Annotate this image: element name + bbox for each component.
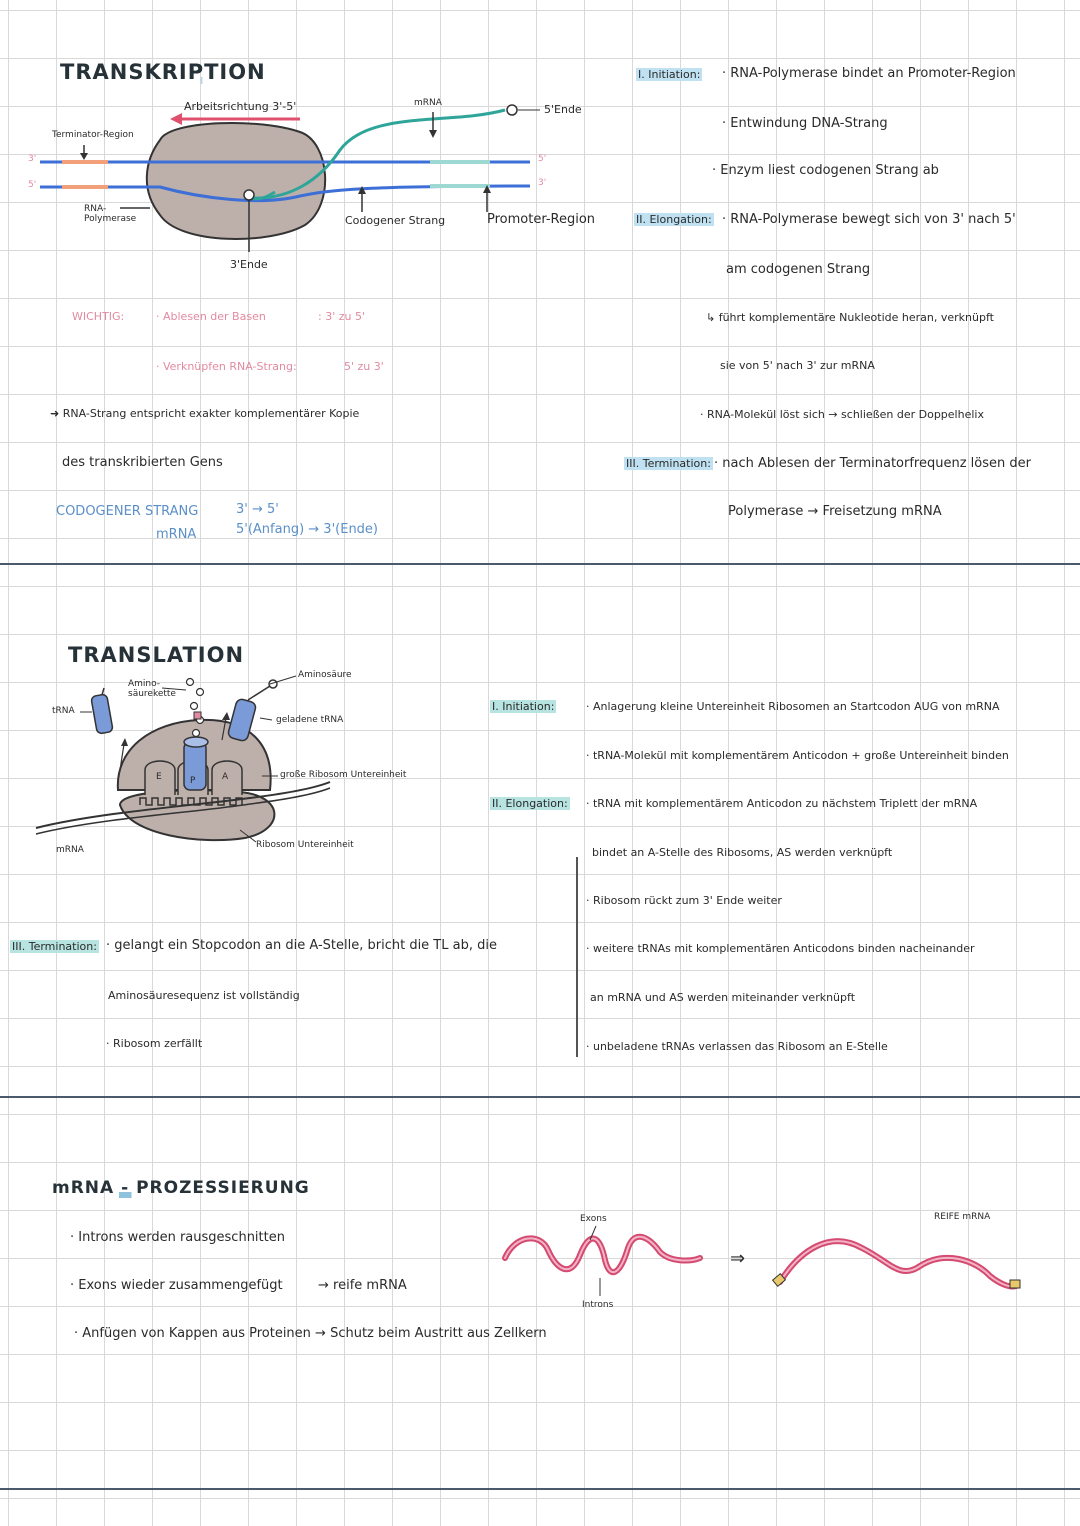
strand-left-3: 3' [28,154,37,164]
codogener-strang-direction-label: CODOGENER STRANG [56,504,199,519]
transkription-elongation-sub-1: ↳ führt komplementäre Nukleotide heran, verknüpft [706,311,994,324]
mrna-label: mRNA [414,98,442,108]
translation-elongation-6: · unbeladene tRNAs verlassen das Ribosom an E-Stelle [586,1040,888,1053]
transkription-initiation-label: I. Initiation: [638,68,701,81]
transkription-elongation-label: II. Elongation: [636,213,712,226]
translation-initiation-1: · Anlagerung kleine Untereinheit Ribosomen an Startcodon AUG von mRNA [586,700,1000,713]
prozessierung-bullet-2: · Exons wieder zusammengefügt [70,1278,283,1293]
wichtig-ablesen-richtung: : 3' zu 5' [318,310,365,323]
transkription-termination-text-2: Polymerase → Freisetzung mRNA [728,504,942,519]
site-p-label: P [190,776,196,786]
five-end-label: 5'Ende [544,103,582,116]
strand-right-5: 5' [538,154,547,164]
section-divider-3 [0,1488,1080,1490]
site-e-label: E [156,772,162,782]
prozessierung-bullet-3: · Anfügen von Kappen aus Proteinen → Schutz beim Austritt aus Zellkern [74,1326,547,1341]
rna-polymerase-label-2: Polymerase [84,214,137,224]
wichtig-ablesen: · Ablesen der Basen [156,310,266,323]
reife-mrna-label: REIFE mRNA [934,1212,991,1222]
transkription-elongation-text: · RNA-Polymerase bewegt sich von 3' nach 5' [722,212,1016,227]
three-end-label: 3'Ende [230,258,268,271]
translation-termination-1: · gelangt ein Stopcodon an die A-Stelle, bricht die TL ab, die [106,938,497,953]
translation-initiation-label: I. Initiation: [492,700,555,713]
translation-elongation-label: II. Elongation: [492,797,568,810]
codogener-strang-direction-value: 3' → 5' [236,502,279,517]
processing-arrow-icon: ⇒ [730,1248,746,1269]
translation-termination-label: III. Termination: [12,940,97,953]
translation-elongation-5: an mRNA und AS werden miteinander verknüpft [590,991,856,1004]
transkription-termination-text: · nach Ablesen der Terminatorfrequenz lösen der [714,456,1031,471]
transkription-elongation-bullet: · RNA-Molekül löst sich → schließen der Doppelhelix [700,408,984,421]
wichtig-verknuepfen: · Verknüpfen RNA-Strang: [156,360,297,373]
transkription-initiation-bullet-1: · Entwindung DNA-Strang [722,116,888,131]
terminator-label: Terminator-Region [52,130,134,140]
prozessierung-bullet-1: · Introns werden rausgeschnitten [70,1230,285,1245]
translation-mrna-label: mRNA [56,845,84,855]
transkription-elongation-sub-2: sie von 5' nach 3' zur mRNA [720,359,875,372]
aminosaeure-label: Aminosäure [298,670,352,680]
aminosaeurekette-label-1: Amino- [128,679,161,689]
prozessierung-bullet-2-result: → reife mRNA [318,1278,407,1293]
translation-termination-3: · Ribosom zerfällt [106,1037,203,1050]
promoter-region-label: Promoter-Region [487,212,596,227]
aminosaeurekette-label-2: säurekette [128,689,176,699]
kopie-line-1: ➜ RNA-Strang entspricht exakter komplementärer Kopie [50,407,360,420]
wichtig-verknuepfen-richtung: 5' zu 3' [344,360,384,373]
translation-elongation-3: · Ribosom rückt zum 3' Ende weiter [586,894,782,907]
transkription-initiation-text: · RNA-Polymerase bindet an Promoter-Region [722,66,1016,81]
kopie-line-2: des transkribierten Gens [62,455,223,470]
translation-elongation-2: bindet an A-Stelle des Ribosoms, AS werden verknüpft [592,846,893,859]
strand-right-3: 3' [538,178,547,188]
translation-initiation-2: · tRNA-Molekül mit komplementärem Anticodon + große Untereinheit binden [586,749,1009,762]
transkription-initiation-bullet-2: · Enzym liest codogenen Strang ab [712,163,939,178]
translation-elongation-4: · weitere tRNAs mit komplementären Anticodons binden nacheinander [586,942,975,955]
grosse-untereinheit-label: große Ribosom Untereinheit [280,770,407,780]
wichtig-label: WICHTIG: [72,310,125,323]
rna-polymerase-label-1: RNA- [84,204,107,214]
translation-termination-2: Aminosäuresequenz ist vollständig [108,989,300,1002]
exons-label: Exons [580,1214,607,1224]
prozessierung-title: mRNA - PROZESSIERUNG [52,1178,310,1198]
mrna-direction-value: 5'(Anfang) → 3'(Ende) [236,522,379,537]
site-a-label: A [222,772,229,782]
codogener-strang-label: Codogener Strang [345,214,446,227]
transkription-elongation-text-2: am codogenen Strang [726,262,871,277]
arbeitsrichtung-label: Arbeitsrichtung 3'-5' [184,100,297,113]
transkription-title: TRANSKRIPTION [60,60,266,84]
trna-label: tRNA [52,706,75,716]
geladene-trna-label: geladene tRNA [276,715,344,725]
transkription-termination-label: III. Termination: [626,457,711,470]
strand-left-5: 5' [28,180,37,190]
translation-title: TRANSLATION [68,643,245,667]
translation-elongation-1: · tRNA mit komplementärem Anticodon zu nächstem Triplett der mRNA [586,797,978,810]
kleine-untereinheit-label: Ribosom Untereinheit [256,840,354,850]
introns-label: Introns [582,1300,614,1310]
mrna-direction-label: mRNA [156,527,197,542]
